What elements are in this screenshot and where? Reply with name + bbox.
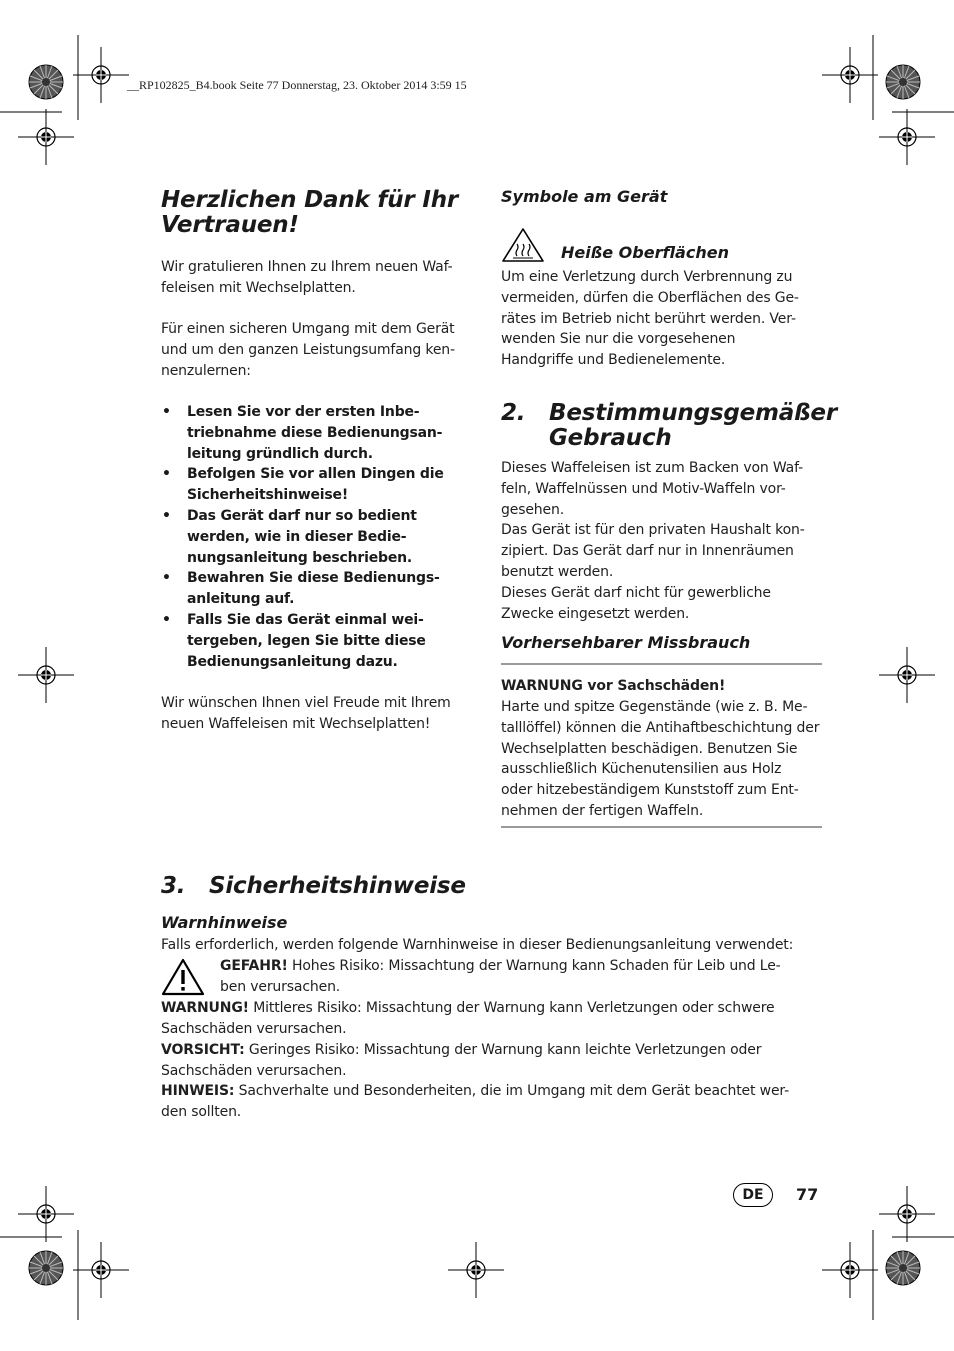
gefahr-label: GEFAHR! xyxy=(220,958,288,974)
warnung-entry: WARNUNG! Mittleres Risiko: Missachtung der Warnung kann Verletzungen oder schwere Sachschäden verursachen. xyxy=(161,1000,775,1037)
warnings-subheading: Warnhinweise xyxy=(161,913,288,932)
gefahr-entry: GEFAHR! Hohes Risiko: Missachtung der Warnung kann Schaden für Leib und Le- ben verursachen. xyxy=(220,958,781,995)
list-item: • Das Gerät darf nur so bedient werden, wie in dieser Bedie- nungsanleitung beschrieben. xyxy=(161,506,491,568)
warnung-label: WARNUNG! xyxy=(161,1000,249,1016)
warning-box-bottom-rule xyxy=(501,826,822,828)
thanks-title-line1: Herzlichen Dank für Ihr xyxy=(161,187,459,213)
section3-title xyxy=(161,874,761,899)
list-item: • Befolgen Sie vor allen Dingen die Sicherheitshinweise! xyxy=(161,464,491,506)
section2-text: Dieses Waffeleisen ist zum Backen von Waf- feln, Waffelnüssen und Motiv-Waffeln vor- gesehen. Das Gerät ist für den privaten Haushalt kon- zipiert. Das Gerät darf nur in Innenräumen benutzt werden. Dieses Gerät darf nicht für gewerbliche Zwecke eingesetzt werden. xyxy=(501,460,805,622)
misuse-heading: Vorhersehbarer Missbrauch xyxy=(501,633,751,652)
list-item: • Lesen Sie vor der ersten Inbe- triebnahme diese Bedienungsan- leitung gründlich durch. xyxy=(161,402,491,464)
warnings-intro: Falls erforderlich, werden folgende Warnhinweise in dieser Bedienungsanleitung verwendet: xyxy=(161,937,794,953)
list-item: • Bewahren Sie diese Bedienungs- anleitung auf. xyxy=(161,568,491,610)
safe-use-paragraph: Für einen sicheren Umgang mit dem Gerät und um den ganzen Leistungsumfang ken- nenzulernen: xyxy=(161,321,455,379)
hot-surface-icon xyxy=(501,227,545,263)
closing-paragraph: Wir wünschen Ihnen viel Freude mit Ihrem neuen Waffeleisen mit Wechselplatten! xyxy=(161,695,451,732)
language-badge: DE xyxy=(733,1183,773,1207)
page-number: 77 xyxy=(796,1185,819,1204)
print-meta: __RP102825_B4.book Seite 77 Donnerstag, 23. Oktober 2014 3:59 15 xyxy=(127,78,467,92)
hot-surfaces-heading: Heiße Oberflächen xyxy=(561,243,729,262)
hot-surfaces-text: Um eine Verletzung durch Verbrennung zu vermeiden, dürfen die Oberflächen des Ge- rätes im Betrieb nicht berührt werden. Ver- wenden Sie nur die vorgesehenen Handgriffe und Bedienelemente. xyxy=(501,269,799,369)
vorsicht-label: VORSICHT: xyxy=(161,1042,245,1058)
warning-box-top-rule xyxy=(501,663,822,665)
section2-number: 2. xyxy=(501,400,526,426)
section3-number: 3. xyxy=(161,873,186,899)
hinweis-entry: HINWEIS: Sachverhalte und Besonderheiten, die im Umgang mit dem Gerät beachtet wer- den sollten. xyxy=(161,1083,790,1120)
thanks-title xyxy=(161,188,481,238)
warning-triangle-icon xyxy=(161,958,205,996)
instruction-list xyxy=(161,402,491,672)
section2-title-line1: Bestimmungsgemäßer xyxy=(549,400,837,426)
hinweis-label: HINWEIS: xyxy=(161,1083,235,1099)
left-column xyxy=(161,188,481,238)
thanks-title-line2: Vertrauen! xyxy=(161,212,299,238)
warning-title: WARNUNG vor Sachschäden! xyxy=(501,678,726,694)
section2-title xyxy=(501,401,841,451)
intro-paragraph: Wir gratulieren Ihnen zu Ihrem neuen Waf- feleisen mit Wechselplatten. xyxy=(161,259,453,296)
symbols-heading: Symbole am Gerät xyxy=(501,187,668,206)
vorsicht-entry: VORSICHT: Geringes Risiko: Missachtung der Warnung kann leichte Verletzungen oder Sachschäden verursachen. xyxy=(161,1042,762,1079)
section2-title-line2: Gebrauch xyxy=(549,425,672,451)
section3-title-text: Sicherheitshinweise xyxy=(209,873,466,899)
warning-text: Harte und spitze Gegenstände (wie z. B. Me- talllöffel) können die Antihaftbeschichtung der Wechselplatten beschädigen. Benutzen Sie ausschließlich Küchenutensilien aus Holz oder hitzebeständigem Kunststoff zum Ent- nehmen der fertigen Waffeln. xyxy=(501,699,820,819)
list-item: • Falls Sie das Gerät einmal wei- tergeben, legen Sie bitte diese Bedienungsanleitung dazu. xyxy=(161,610,491,672)
